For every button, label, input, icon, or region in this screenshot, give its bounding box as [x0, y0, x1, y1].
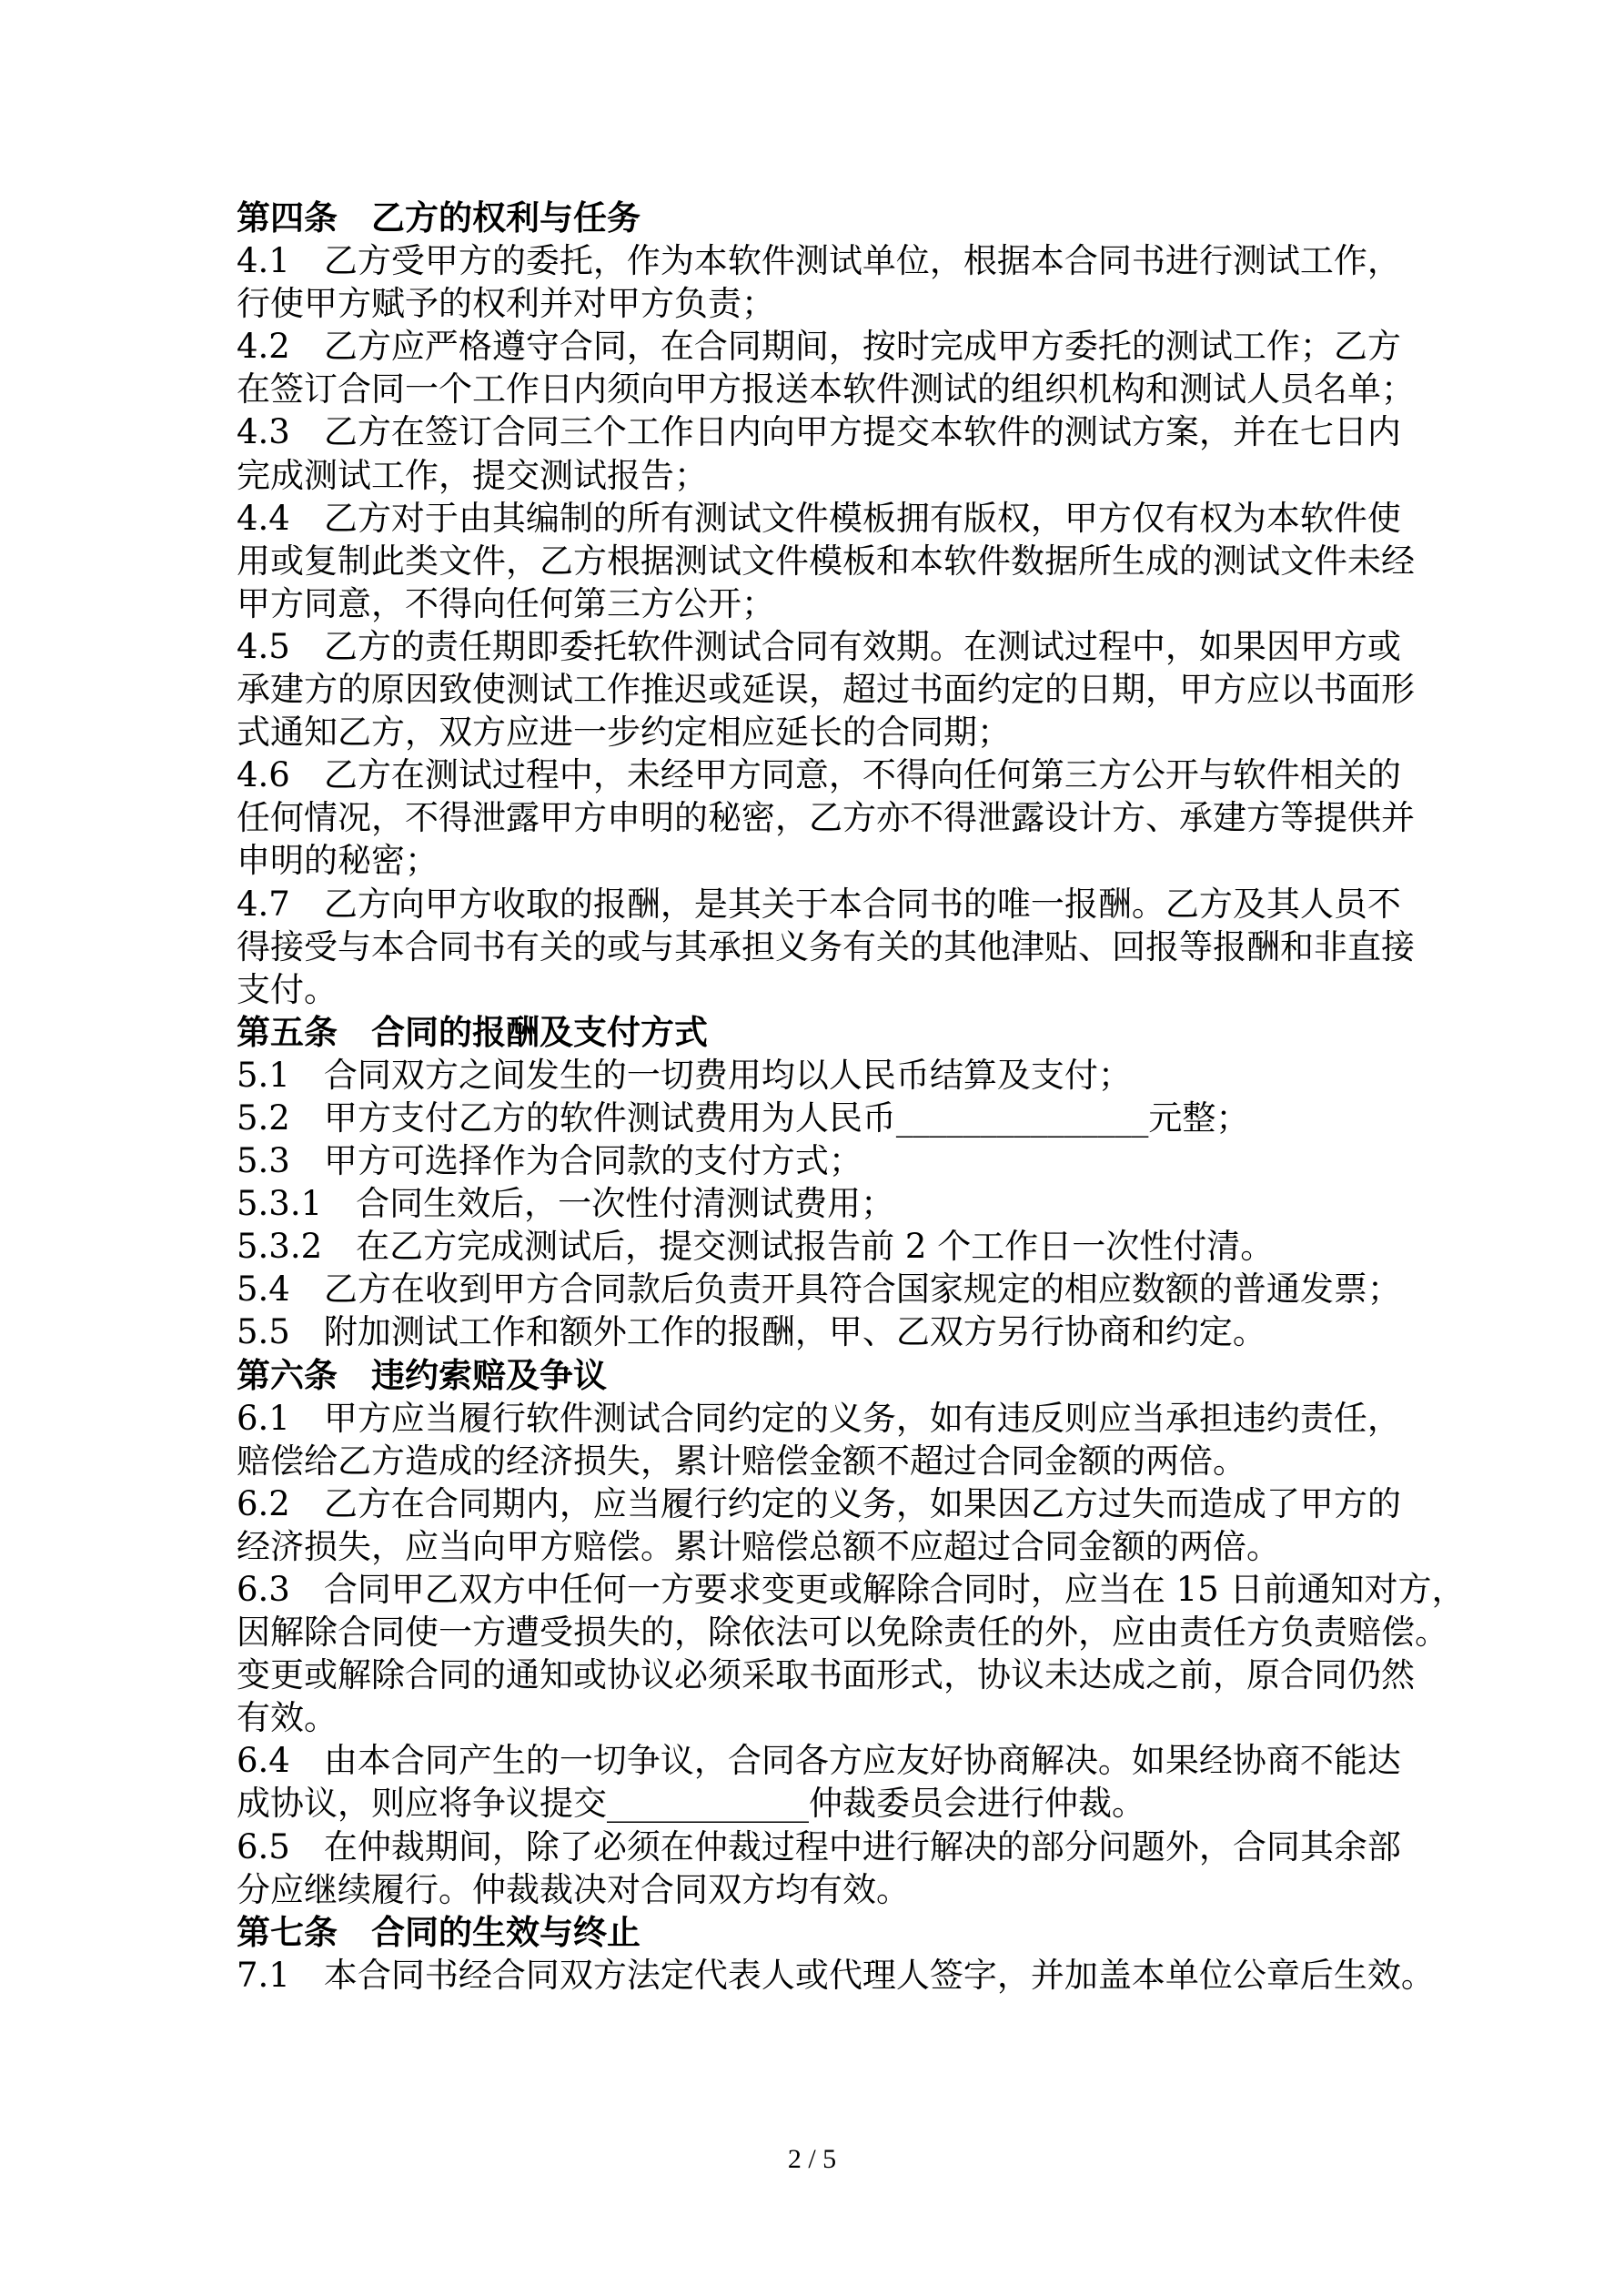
text-line: 行使甲方赋予的权利并对甲方负责；	[237, 284, 775, 324]
text-line: 4.5 乙方的责任期即委托软件测试合同有效期。在测试过程中，如果因甲方或	[237, 626, 1401, 666]
text-line: 4.3 乙方在签订合同三个工作日内向甲方提交本软件的测试方案，并在七日内	[237, 412, 1401, 452]
clause-paragraph	[237, 754, 1415, 882]
clause-paragraph	[237, 625, 1415, 754]
clause-paragraph	[237, 1054, 1410, 1097]
clause-paragraph	[237, 1310, 1410, 1353]
clause-paragraph	[237, 1139, 1410, 1182]
text-line: 4.1 乙方受甲方的委托，作为本软件测试单位，根据本合同书进行测试工作，	[237, 241, 1401, 281]
text-line: 承建方的原因致使测试工作推迟或延误，超过书面约定的日期，甲方应以书面形	[237, 670, 1415, 710]
text-line: 6.1 甲方应当履行软件测试合同约定的义务，如有违反则应当承担违约责任，	[237, 1398, 1401, 1438]
text-line: 任何情况，不得泄露甲方申明的秘密，乙方亦不得泄露设计方、承建方等提供并	[237, 798, 1415, 838]
text-line: 第七条 合同的生效与终止	[237, 1911, 641, 1952]
text-line: 5.1 合同双方之间发生的一切费用均以人民币结算及支付；	[237, 1055, 1132, 1095]
text-line: 申明的秘密；	[237, 841, 439, 881]
clause-paragraph	[237, 1268, 1410, 1310]
text-line: 经济损失，应当向甲方赔偿。累计赔偿总额不应超过合同金额的两倍。	[237, 1526, 1280, 1566]
text-line: 5.3 甲方可选择作为合同款的支付方式；	[237, 1141, 862, 1181]
text-line: 6.5 在仲裁期间，除了必须在仲裁过程中进行解决的部分问题外，合同其余部	[237, 1826, 1401, 1866]
clause-paragraph	[237, 410, 1410, 496]
text-line: 因解除合同使一方遭受损失的，除依法可以免除责任的外，应由责任方负责赔偿。	[237, 1613, 1448, 1653]
section-heading	[237, 1911, 1410, 1954]
text-line: 5.3.2 在乙方完成测试后，提交测试报告前 2 个工作日一次性付清。	[237, 1227, 1275, 1267]
clause-paragraph	[237, 1225, 1410, 1268]
clause-paragraph	[237, 1954, 1435, 1997]
text-line: 4.2 乙方应严格遵守合同，在合同期间，按时完成甲方委托的测试工作；乙方	[237, 327, 1401, 367]
text-line: 分应继续履行。仲裁裁决对合同双方均有效。	[237, 1869, 910, 1909]
clause-paragraph	[237, 1482, 1410, 1568]
clause-paragraph	[237, 1739, 1410, 1825]
clause-paragraph	[237, 497, 1415, 625]
section-heading	[237, 1354, 1410, 1397]
text-line: 赔偿给乙方造成的经济损失，累计赔偿金额不超过合同金额的两倍。	[237, 1441, 1246, 1481]
text-line: 4.7 乙方向甲方收取的报酬，是其关于本合同书的唯一报酬。乙方及其人员不	[237, 884, 1401, 924]
text-line: 第四条 乙方的权利与任务	[237, 197, 641, 238]
text-line: 有效。	[237, 1698, 338, 1738]
text-line: 6.3 合同甲乙双方中任何一方要求变更或解除合同时，应当在 15 日前通知对方，	[237, 1570, 1466, 1609]
clause-paragraph	[237, 239, 1410, 325]
clause-paragraph	[237, 1826, 1410, 1911]
text-line: 6.4 由本合同产生的一切争议，合同各方应友好协商解决。如果经协商不能达	[237, 1741, 1401, 1781]
text-line: 完成测试工作，提交测试报告；	[237, 455, 708, 495]
clause-paragraph	[237, 1568, 1466, 1739]
text-line: 5.4 乙方在收到甲方合同款后负责开具符合国家规定的相应数额的普通发票；	[237, 1269, 1401, 1310]
section-heading	[237, 1011, 1410, 1054]
clause-paragraph	[237, 1397, 1410, 1482]
text-line: 5.5 附加测试工作和额外工作的报酬，甲、乙双方另行协商和约定。	[237, 1312, 1266, 1352]
text-line: 第六条 违约索赔及争议	[237, 1354, 607, 1395]
text-line: 成协议，则应将争议提交____________仲裁委员会进行仲裁。	[237, 1784, 1145, 1824]
clause-paragraph	[237, 883, 1415, 1011]
clause-paragraph	[237, 1182, 1410, 1225]
text-line: 式通知乙方，双方应进一步约定相应延长的合同期；	[237, 713, 1011, 753]
text-line: 7.1 本合同书经合同双方法定代表人或代理人签字，并加盖本单位公章后生效。	[237, 1955, 1435, 1995]
clause-paragraph	[237, 1097, 1410, 1139]
document-body	[237, 197, 1466, 1997]
text-line: 4.4 乙方对于由其编制的所有测试文件模板拥有版权，甲方仅有权为本软件使	[237, 498, 1401, 538]
text-line: 变更或解除合同的通知或协议必须采取书面形式，协议未达成之前，原合同仍然	[237, 1655, 1415, 1695]
clause-paragraph	[237, 325, 1415, 410]
text-line: 甲方同意，不得向任何第三方公开；	[237, 583, 775, 623]
text-line: 6.2 乙方在合同期内，应当履行约定的义务，如果因乙方过失而造成了甲方的	[237, 1483, 1401, 1523]
text-line: 在签订合同一个工作日内须向甲方报送本软件测试的组织机构和测试人员名单；	[237, 369, 1415, 410]
text-line: 用或复制此类文件，乙方根据测试文件模板和本软件数据所生成的测试文件未经	[237, 541, 1415, 581]
text-line: 5.3.1 合同生效后，一次性付清测试费用；	[237, 1184, 895, 1224]
text-line: 得接受与本合同书有关的或与其承担义务有关的其他津贴、回报等报酬和非直接	[237, 926, 1415, 966]
text-line: 4.6 乙方在测试过程中，未经甲方同意，不得向任何第三方公开与软件相关的	[237, 755, 1401, 795]
text-line: 5.2 甲方支付乙方的软件测试费用为人民币_______________元整；	[237, 1097, 1250, 1138]
text-line: 第五条 合同的报酬及支付方式	[237, 1011, 708, 1052]
section-heading	[237, 197, 1410, 239]
page-number: 2 / 5	[787, 2144, 837, 2174]
text-line: 支付。	[237, 969, 338, 1009]
